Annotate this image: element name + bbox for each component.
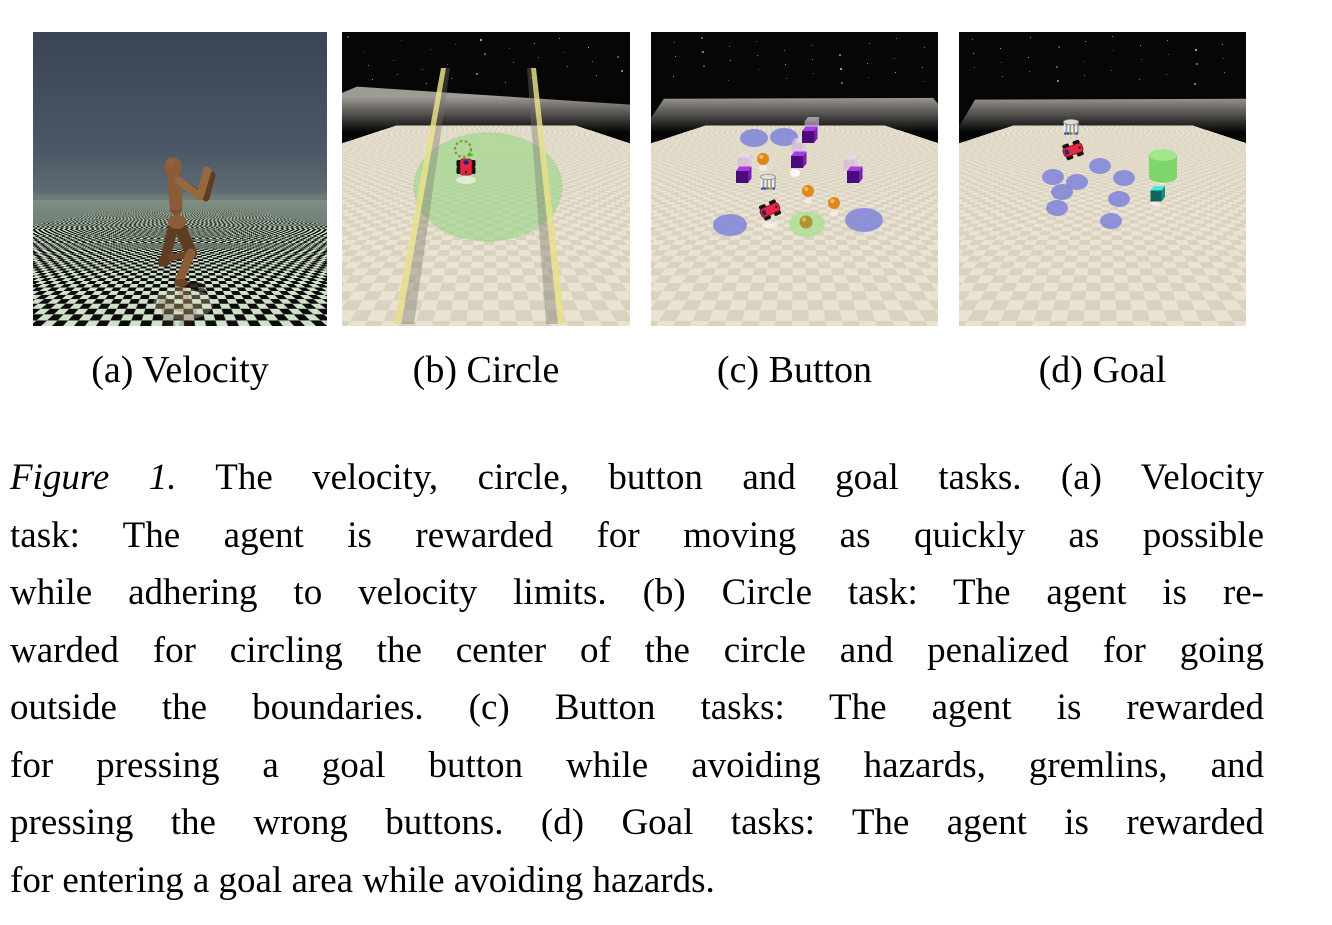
figure-caption bbox=[10, 449, 1264, 909]
caption-line: task: The agent is rewarded for moving as quickly as possible bbox=[10, 514, 1264, 556]
hazard-circle bbox=[845, 208, 883, 232]
panel-label-velocity: (a) Velocity bbox=[91, 349, 269, 391]
caption-line bbox=[10, 449, 1264, 507]
button-scene bbox=[651, 32, 938, 326]
hazard-circle bbox=[740, 129, 768, 147]
hazard-circle bbox=[1042, 169, 1064, 185]
panel-label-button: (c) Button bbox=[716, 349, 873, 391]
robot-car bbox=[1061, 139, 1085, 161]
hazard-circle bbox=[1046, 200, 1068, 216]
gremlin-cube bbox=[847, 167, 863, 184]
hazard-circle bbox=[713, 214, 747, 236]
circle-scene bbox=[342, 32, 630, 326]
hazard-circle bbox=[1108, 191, 1130, 207]
gremlin-cube bbox=[802, 127, 818, 144]
gremlin-cube bbox=[791, 152, 807, 169]
light-glow bbox=[830, 210, 838, 216]
goal-cylinder bbox=[1149, 149, 1177, 183]
robot-car bbox=[758, 199, 783, 222]
goal-button bbox=[789, 211, 825, 237]
hazard-circle bbox=[1100, 213, 1122, 229]
panel-button bbox=[651, 32, 938, 326]
panel-velocity bbox=[33, 32, 327, 326]
figure-number: Figure 1. bbox=[10, 457, 177, 498]
hazard-circle bbox=[1113, 170, 1135, 186]
light-glow bbox=[759, 165, 767, 171]
panel-goal bbox=[959, 32, 1246, 326]
light-glow bbox=[804, 198, 812, 204]
light-glow bbox=[790, 169, 800, 177]
panel-labels bbox=[0, 346, 1332, 396]
button-sphere bbox=[757, 153, 769, 165]
caption-text: The velocity, circle, button and goal tasks. (a) Velocity bbox=[215, 457, 1264, 498]
panel-label-circle: (b) Circle bbox=[412, 349, 560, 391]
panel-label-goal: (d) Goal bbox=[1038, 349, 1167, 391]
goal-objects bbox=[959, 32, 1246, 326]
caption-line: for pressing a goal button while avoiding hazards, gremlins, and bbox=[10, 744, 1264, 786]
lidar-ring bbox=[760, 174, 775, 189]
button-objects bbox=[651, 32, 938, 326]
caption-line: pressing the wrong buttons. (d) Goal tasks: The agent is rewarded bbox=[10, 802, 1264, 843]
button-sphere bbox=[802, 185, 814, 197]
circle-objects bbox=[342, 32, 630, 326]
ghost-cube bbox=[738, 153, 753, 169]
button-sphere bbox=[828, 197, 840, 209]
light-glow bbox=[456, 176, 476, 184]
caption-line: while adhering to velocity limits. (b) Circle task: The agent is re- bbox=[10, 572, 1264, 613]
lidar-ring bbox=[1063, 119, 1078, 134]
vase-cube bbox=[1151, 186, 1166, 202]
gremlin-cube bbox=[736, 167, 752, 184]
humanoid-robot bbox=[153, 157, 213, 326]
hazard-circle bbox=[1051, 184, 1073, 200]
light-glow bbox=[762, 221, 778, 229]
velocity-objects bbox=[33, 32, 327, 326]
light-glow bbox=[1151, 201, 1161, 207]
caption-line: for entering a goal area while avoiding hazards. bbox=[10, 859, 715, 901]
caption-line: warded for circling the center of the circle and penalized for going bbox=[10, 629, 1264, 671]
panel-circle bbox=[342, 32, 630, 326]
caption-line: outside the boundaries. (c) Button tasks: The agent is rewarded bbox=[10, 687, 1264, 728]
hazard-circle bbox=[1089, 158, 1111, 174]
goal-scene bbox=[959, 32, 1246, 326]
velocity-scene bbox=[33, 32, 327, 326]
